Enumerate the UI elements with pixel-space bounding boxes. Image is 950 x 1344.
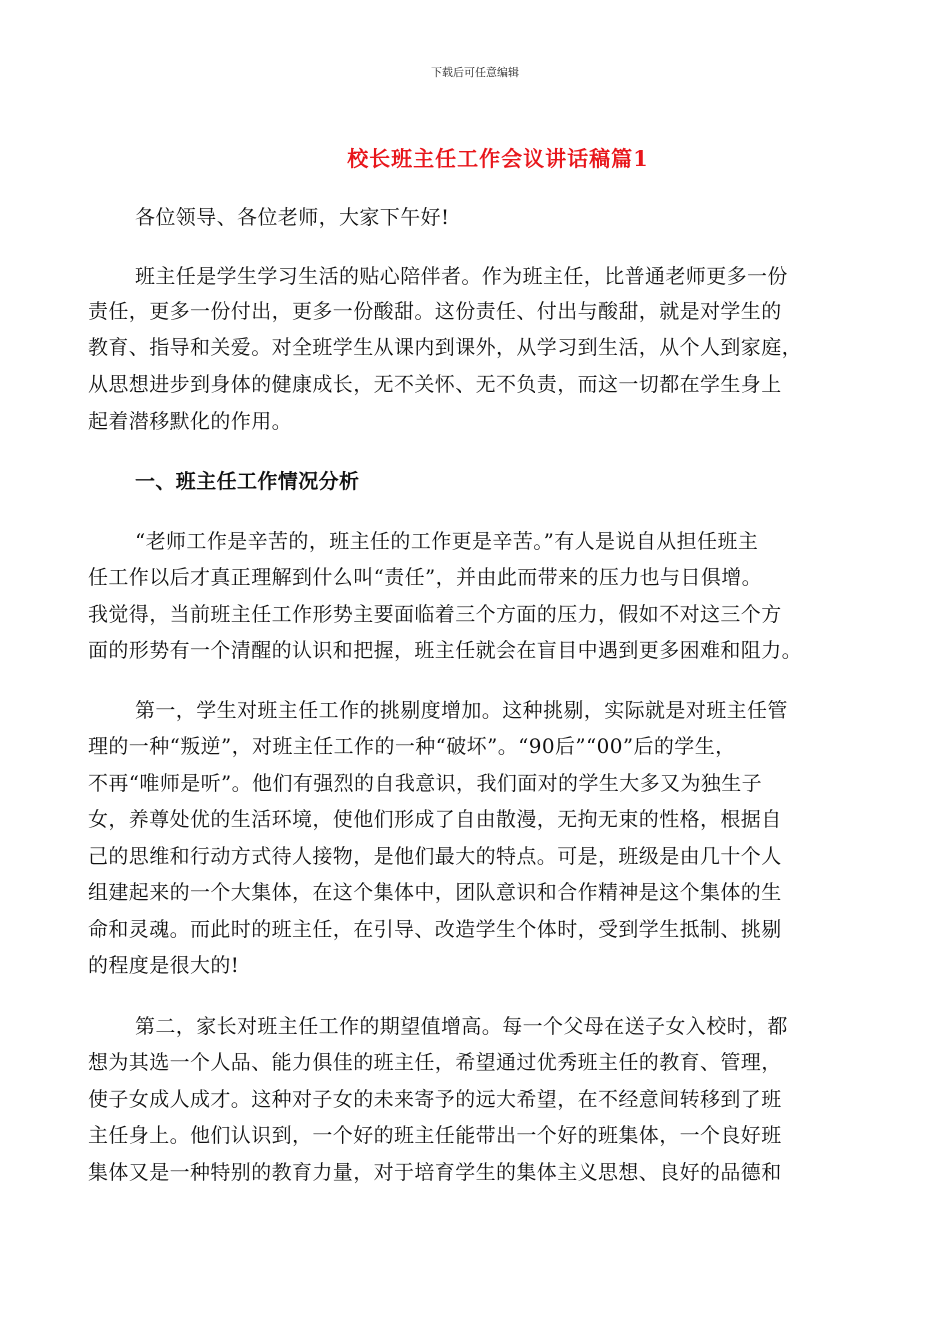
paragraph-line: 从思想进步到身体的健康成长，无不关怀、无不负责，而这一切都在学生身上 bbox=[88, 372, 782, 396]
paragraph-line: 第一，学生对班主任工作的挑剔度增加。这种挑剔，实际就是对班主任管 bbox=[135, 698, 788, 722]
paragraph-line: 起着潜移默化的作用。 bbox=[88, 409, 292, 433]
paragraph-line: 集体又是一种特别的教育力量，对于培育学生的集体主义思想、良好的品德和 bbox=[88, 1160, 782, 1184]
paragraph-line: 面的形势有一个清醒的认识和把握，班主任就会在盲目中遇到更多困难和阻力。 bbox=[88, 638, 802, 662]
paragraph-line: “老师工作是辛苦的，班主任的工作更是辛苦。”有人是说自从担任班主 bbox=[135, 529, 759, 553]
greeting: 各位领导、各位老师，大家下午好! bbox=[135, 205, 450, 229]
paragraph-line: 女，养尊处优的生活环境，使他们形成了自由散漫，无拘无束的性格，根据自 bbox=[88, 807, 782, 831]
paragraph-line: 主任身上。他们认识到，一个好的班主任能带出一个好的班集体，一个良好班 bbox=[88, 1123, 782, 1147]
paragraph-line: 班主任是学生学习生活的贴心陪伴者。作为班主任，比普通老师更多一份 bbox=[135, 264, 788, 288]
paragraph-line: 任工作以后才真正理解到什么叫“责任”，并由此而带来的压力也与日俱增。 bbox=[88, 565, 763, 589]
paragraph-line: 不再“唯师是听”。他们有强烈的自我意识，我们面对的学生大多又为独生子 bbox=[88, 771, 763, 795]
document-title: 校长班主任工作会议讲话稿篇1 bbox=[347, 146, 649, 171]
paragraph-line: 的程度是很大的! bbox=[88, 953, 240, 977]
paragraph-line: 使子女成人成才。这种对子女的未来寄予的远大希望，在不经意间转移到了班 bbox=[88, 1087, 782, 1111]
paragraph-line: 第二，家长对班主任工作的期望值增高。每一个父母在送子女入校时，都 bbox=[135, 1014, 788, 1038]
paragraph-line: 组建起来的一个大集体，在这个集体中，团队意识和合作精神是这个集体的生 bbox=[88, 880, 782, 904]
paragraph-line: 己的思维和行动方式待人接物，是他们最大的特点。可是，班级是由几十个人 bbox=[88, 844, 782, 868]
header-note: 下载后可任意编辑 bbox=[431, 66, 519, 79]
paragraph-line: 想为其选一个人品、能力俱佳的班主任，希望通过优秀班主任的教育、管理， bbox=[88, 1050, 782, 1074]
paragraph-line: 理的一种“叛逆”，对班主任工作的一种“破坏”。“90后”“00”后的学生， bbox=[88, 734, 736, 758]
paragraph-line: 教育、指导和关爱。对全班学生从课内到课外，从学习到生活，从个人到家庭， bbox=[88, 335, 802, 359]
paragraph-line: 命和灵魂。而此时的班主任，在引导、改造学生个体时，受到学生抵制、挑剔 bbox=[88, 917, 782, 941]
section-heading: 一、班主任工作情况分析 bbox=[135, 469, 360, 493]
paragraph-line: 我觉得，当前班主任工作形势主要面临着三个方面的压力，假如不对这三个方 bbox=[88, 602, 782, 626]
paragraph-line: 责任，更多一份付出，更多一份酸甜。这份责任、付出与酸甜，就是对学生的 bbox=[88, 299, 782, 323]
